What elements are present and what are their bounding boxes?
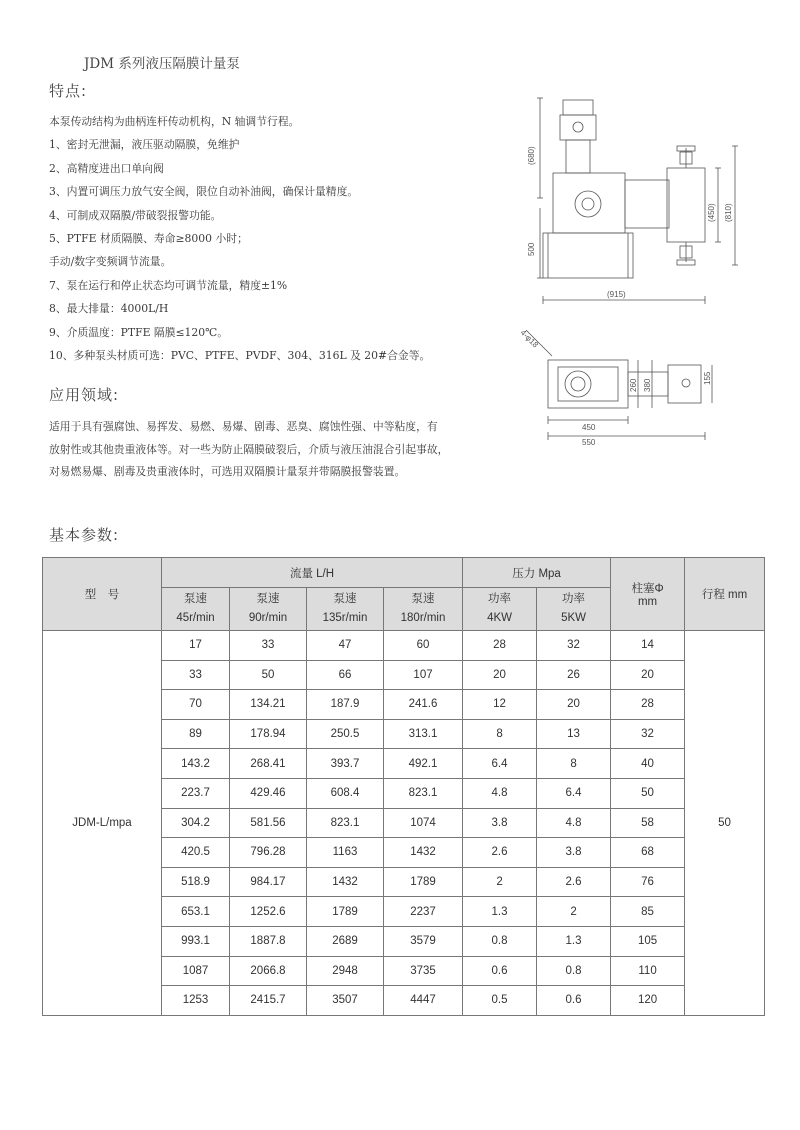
speed-value: 90r/min [248,612,288,624]
table-cell: 6.4 [537,778,611,808]
power-value: 5KW [561,612,586,624]
table-cell: 1432 [384,838,463,868]
table-cell: 429.46 [230,778,307,808]
header-speed-45 [162,588,230,631]
pump-dimension-drawing [515,85,755,455]
table-body [43,631,765,1016]
table-cell: 2 [463,867,537,897]
table-cell: 2 [537,897,611,927]
motor-neck [566,140,590,173]
table-cell: 1252.6 [230,897,307,927]
table-cell: 393.7 [307,749,384,779]
table-cell: 0.6 [537,986,611,1016]
table-cell: 2689 [307,926,384,956]
parameters-table [42,557,765,1016]
table-cell: 492.1 [384,749,463,779]
gearbox-port-inner [582,198,594,210]
table-cell: 1.3 [463,897,537,927]
speed-label: 泵速 [256,593,280,605]
table-cell: 581.56 [230,808,307,838]
dim-label: 500 [527,242,536,256]
feature-line: 2、高精度进出口单向阀 [49,161,164,175]
speed-label: 泵速 [411,593,435,605]
header-speed-135 [307,588,384,631]
table-cell: 984.17 [230,867,307,897]
connector [625,180,669,228]
dim-label: 4-φ18 [518,328,540,350]
table-cell: 823.1 [307,808,384,838]
feature-line: 8、最大排量：4000L/H [49,302,169,316]
table-cell: 134.21 [230,690,307,720]
table-cell: 4.8 [463,778,537,808]
features-heading: 特点: [49,82,88,100]
power-value: 4KW [487,612,512,624]
table-cell: 304.2 [162,808,230,838]
table-cell: 3735 [384,956,463,986]
features-list [49,110,509,367]
table-cell: 608.4 [307,778,384,808]
table-cell: 1074 [384,808,463,838]
application-heading: 应用领域: [49,386,120,404]
table-cell: 14 [611,631,685,661]
header-model: 型 号 [43,558,162,631]
feature-line: 7、泵在运行和停止状态均可调节流量，精度±1% [49,278,288,292]
table-cell: 993.1 [162,926,230,956]
feature-line: 9、介质温度：PTFE 隔膜≤120℃。 [49,325,229,339]
speed-label: 泵速 [184,593,207,605]
application-line: 适用于具有强腐蚀、易挥发、易燃、易爆、剧毒、恶臭、腐蚀性强、中等粘度，有 [49,420,438,433]
table-cell: 0.5 [463,986,537,1016]
table-cell: 187.9 [307,690,384,720]
header-plunger-label: 柱塞Φ [631,583,664,595]
dim-label: 155 [703,371,712,385]
table-cell: 268.41 [230,749,307,779]
dim-label: (450) [707,203,716,222]
table-cell: 58 [611,808,685,838]
motor-body [560,115,596,140]
table-cell: 2948 [307,956,384,986]
table-cell: 33 [230,631,307,661]
application-line: 放射性或其他贵重液体等。对一些为防止隔膜破裂后，介质与液压油混合引起事故， [49,442,449,456]
table-cell: 40 [611,749,685,779]
header-stroke: 行程 mm [685,558,765,631]
table-cell: 178.94 [230,719,307,749]
header-power-4kw [463,588,537,631]
top-view-head [668,365,701,403]
table-cell: 28 [463,631,537,661]
feature-line: 4、可制成双隔膜/带破裂报警功能。 [49,208,222,222]
dim-label: (810) [724,203,733,222]
table-cell: 1789 [384,867,463,897]
table-cell: 8 [463,719,537,749]
motor-hub [573,122,583,132]
table-cell: 12 [463,690,537,720]
table-cell: 120 [611,986,685,1016]
speed-value: 45r/min [176,612,215,624]
gearbox [553,173,625,233]
header-plunger-unit: mm [637,596,658,608]
page-title: JDM 系列液压隔膜计量泵 [84,56,240,72]
table-cell: 4447 [384,986,463,1016]
table-cell: 1163 [307,838,384,868]
speed-value: 180r/min [400,612,446,624]
table-cell: 105 [611,926,685,956]
table-cell: 28 [611,690,685,720]
feature-line: 1、密封无泄漏，液压驱动隔膜，免维护 [49,138,240,152]
motor-cap [563,100,593,115]
table-cell: 0.8 [537,956,611,986]
table-cell: 85 [611,897,685,927]
table-cell: 2415.7 [230,986,307,1016]
table-cell: 13 [537,719,611,749]
table-cell: 20 [611,660,685,690]
table-cell: 241.6 [384,690,463,720]
table-cell: 68 [611,838,685,868]
speed-label: 泵速 [333,593,357,605]
header-pressure: 压力 Mpa [463,558,611,588]
dim-label: 550 [582,438,596,447]
header-plunger [611,558,685,631]
table-cell: 50 [611,778,685,808]
params-heading: 基本参数: [49,526,120,544]
table-cell: 66 [307,660,384,690]
feature-line: 本泵传动结构为曲柄连杆传动机构，N 轴调节行程。 [49,115,300,128]
table-cell: 110 [611,956,685,986]
table-cell: 6.4 [463,749,537,779]
table-cell: 518.9 [162,867,230,897]
table-cell: 1253 [162,986,230,1016]
table-cell: 313.1 [384,719,463,749]
base [543,233,633,278]
pump-head [667,168,705,242]
table-cell: 1887.8 [230,926,307,956]
feature-line: 10、多种泵头材质可选：PVC、PTFE、PVDF、304、316L 及 20#合金等。 [49,349,431,363]
table-cell: 8 [537,749,611,779]
table-cell: 32 [537,631,611,661]
header-speed-90 [230,588,307,631]
table-cell: 47 [307,631,384,661]
feature-line: 3、内置可调压力放气安全阀，限位自动补油阀，确保计量精度。 [49,185,359,199]
table-cell: 2.6 [463,838,537,868]
table-cell: 32 [611,719,685,749]
table-cell: 20 [537,690,611,720]
dim-label: 380 [643,378,652,392]
feature-line: 手动/数字变频调节流量。 [49,255,172,269]
table-cell: 70 [162,690,230,720]
table-cell: 3.8 [463,808,537,838]
table-cell: 2.6 [537,867,611,897]
table-cell: 76 [611,867,685,897]
table-cell: 89 [162,719,230,749]
dim-label: (915) [607,290,626,299]
power-label: 功率 [488,593,512,605]
table-cell: 20 [463,660,537,690]
table-cell: 107 [384,660,463,690]
application-line: 对易燃易爆、剧毒及贵重液体时，可选用双隔膜计量泵并带隔膜报警装置。 [49,465,406,478]
dim-label: (680) [527,146,536,165]
header-speed-180 [384,588,463,631]
table-cell: 4.8 [537,808,611,838]
header-power-5kw [537,588,611,631]
table-cell: 2237 [384,897,463,927]
table-cell: 1432 [307,867,384,897]
dim-label: 260 [629,378,638,392]
table-cell: 17 [162,631,230,661]
dim-label: 450 [582,423,596,432]
table-cell: 33 [162,660,230,690]
gearbox-port [575,191,601,217]
table-cell: 26 [537,660,611,690]
table-cell: 420.5 [162,838,230,868]
table-cell: 823.1 [384,778,463,808]
table-cell: 653.1 [162,897,230,927]
table-cell: 223.7 [162,778,230,808]
table-cell: 1789 [307,897,384,927]
table-cell: 0.8 [463,926,537,956]
table-cell: 60 [384,631,463,661]
header-flow: 流量 L/H [162,558,463,588]
table-cell: 2066.8 [230,956,307,986]
application-text [49,416,519,484]
top-view-frame [558,367,618,401]
table-cell: 3.8 [537,838,611,868]
power-label: 功率 [562,593,586,605]
speed-value: 135r/min [322,612,368,624]
table-cell: 1087 [162,956,230,986]
model-cell: JDM-L/mpa [43,631,162,1016]
stroke-cell: 50 [685,631,765,1016]
table-cell: 50 [230,660,307,690]
table-row [43,631,765,661]
table-cell: 250.5 [307,719,384,749]
table-cell: 143.2 [162,749,230,779]
table-cell: 3507 [307,986,384,1016]
feature-line: 5、PTFE 材质隔膜、寿命≥8000 小时； [49,232,248,246]
table-cell: 0.6 [463,956,537,986]
table-cell: 1.3 [537,926,611,956]
table-cell: 796.28 [230,838,307,868]
top-view-motor [565,371,591,397]
table-cell: 3579 [384,926,463,956]
